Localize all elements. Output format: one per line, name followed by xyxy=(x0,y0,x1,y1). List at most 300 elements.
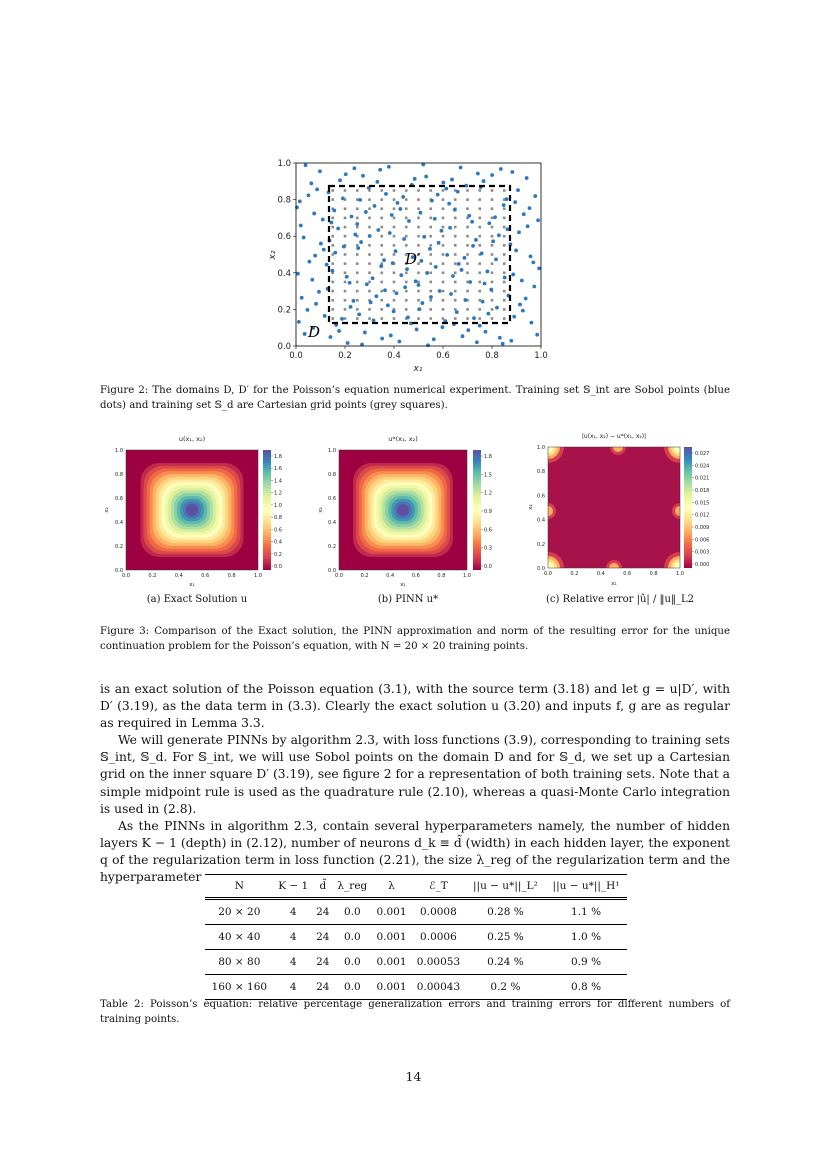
sobol-point xyxy=(513,200,517,204)
sobol-point xyxy=(380,337,384,341)
grid-point xyxy=(368,198,371,201)
sobol-point xyxy=(457,262,461,266)
grid-point xyxy=(405,281,408,284)
y-tick-label: 0.0 xyxy=(328,568,336,574)
sobol-point xyxy=(348,281,352,285)
sobol-point xyxy=(300,296,304,300)
sobol-point xyxy=(436,193,440,197)
grid-point xyxy=(344,226,347,229)
grid-point xyxy=(491,317,494,320)
sobol-point xyxy=(382,258,386,262)
grid-point xyxy=(429,308,432,311)
x-tick-label: 1.0 xyxy=(534,351,548,361)
sobol-point xyxy=(378,168,382,172)
panel-c-colorbar xyxy=(684,447,692,568)
sobol-point xyxy=(365,282,369,286)
sobol-point xyxy=(337,329,341,333)
sobol-point xyxy=(422,235,426,239)
sobol-point xyxy=(319,242,323,246)
sobol-point xyxy=(467,214,471,218)
sobol-point xyxy=(512,315,516,319)
grid-point xyxy=(356,262,359,265)
grid-point xyxy=(393,272,396,275)
grid-point xyxy=(454,198,457,201)
sobol-point xyxy=(426,343,430,347)
sobol-point xyxy=(418,307,422,311)
subcaption-b: (b) PINN u* xyxy=(377,594,439,605)
sobol-point xyxy=(415,328,419,332)
grid-point xyxy=(380,198,383,201)
y-tick-label: 1.0 xyxy=(115,448,123,454)
y-tick-label: 0.4 xyxy=(277,268,291,279)
grid-point xyxy=(380,281,383,284)
grid-point xyxy=(380,217,383,220)
grid-point xyxy=(393,317,396,320)
sobol-point xyxy=(383,288,387,292)
panel-b-title: u*(x₁, x₂) xyxy=(388,435,418,443)
grid-point xyxy=(405,198,408,201)
paragraph-3: As the PINNs in algorithm 2.3, contain several hyperparameters namely, the number of hidden layers K − 1 (depth) in (2.12), number of neurons d_k ≡ d̃ (width) in each hidden layer, the exponent q of the regularization term in loss function (2.21), the size λ_reg of the regularization term and the hyperparameter xyxy=(100,818,730,885)
table-row xyxy=(205,925,627,950)
colorbar-tick-label: 0.015 xyxy=(695,500,710,507)
sobol-point xyxy=(441,181,445,185)
col-header: λ_reg xyxy=(333,875,372,899)
sobol-point xyxy=(449,292,453,296)
paragraph-1: is an exact solution of the Poisson equation (3.1), with the source term (3.18) and let g = u|D′, with D′ (3.19), as the data term in (3.3). Clearly the exact solution u (3.20) and inputs f, g are as regular as required in Lemma 3.3. xyxy=(100,682,730,731)
grid-point xyxy=(442,299,445,302)
sobol-point xyxy=(440,229,444,233)
grid-point xyxy=(491,235,494,238)
grid-point xyxy=(380,226,383,229)
sobol-point xyxy=(511,273,515,277)
grid-point xyxy=(491,281,494,284)
fig2-x-label: x₁ xyxy=(413,364,423,374)
grid-point xyxy=(380,308,383,311)
panel-a-y-label: x₂ xyxy=(104,507,110,513)
sobol-point xyxy=(358,198,362,202)
table-cell: 0.0008 xyxy=(420,906,457,918)
grid-point xyxy=(466,272,469,275)
grid-point xyxy=(344,272,347,275)
sobol-point xyxy=(372,318,376,322)
table-cell: 160 × 160 xyxy=(211,981,268,993)
grid-point xyxy=(405,189,408,192)
grid-point xyxy=(393,299,396,302)
grid-point xyxy=(331,189,334,192)
sobol-point xyxy=(455,310,459,314)
x-tick-label: 0.2 xyxy=(360,573,369,579)
sobol-point xyxy=(520,279,524,283)
table-cell: 0.0006 xyxy=(420,931,457,943)
colorbar-tick-label: 1.5 xyxy=(484,472,492,479)
figure-3-caption: Figure 3: Comparison of the Exact solution, the PINN approximation and norm of the resulting error for the unique continuation problem for the Poisson’s equation, with N = 20 × 20 training points. xyxy=(100,626,730,652)
grid-point xyxy=(442,217,445,220)
sobol-point xyxy=(304,163,308,167)
col-header: ||u − u*||_L² xyxy=(466,875,545,899)
grid-point xyxy=(393,290,396,293)
table-cell: 0.0 xyxy=(343,956,361,968)
colorbar-tick-label: 0.027 xyxy=(695,451,710,457)
grid-point xyxy=(344,217,347,220)
sobol-point xyxy=(509,339,513,343)
y-tick-label: 0.2 xyxy=(328,544,336,550)
grid-point xyxy=(442,235,445,238)
sobol-point xyxy=(456,190,460,194)
grid-point xyxy=(405,235,408,238)
grid-point xyxy=(380,189,383,192)
grid-point xyxy=(393,189,396,192)
colorbar-tick-label: 0.3 xyxy=(484,545,492,552)
colorbar-tick-label: 0.009 xyxy=(695,525,710,531)
col-header: λ xyxy=(372,875,411,899)
grid-point xyxy=(454,217,457,220)
sobol-point xyxy=(525,176,529,180)
colorbar-tick-label: 0.6 xyxy=(274,527,282,534)
grid-point xyxy=(478,235,481,238)
grid-point xyxy=(331,198,334,201)
sobol-point xyxy=(310,278,314,282)
table-2-caption: Table 2: Poisson’s equation: relative percentage generalization errors and training errors for different numbers of training points. xyxy=(100,999,730,1025)
grid-point xyxy=(393,244,396,247)
sobol-point xyxy=(390,213,394,217)
x-tick-label: 0.6 xyxy=(411,573,420,579)
panel-c-colorbar-ticks xyxy=(692,451,709,568)
grid-point xyxy=(503,262,506,265)
table-cell: 80 × 80 xyxy=(218,956,261,968)
sobol-point xyxy=(475,340,479,344)
grid-point xyxy=(405,272,408,275)
sobol-point xyxy=(529,254,533,258)
panel-b-y-label: x₂ xyxy=(318,507,324,513)
grid-point xyxy=(429,253,432,256)
sobol-point xyxy=(533,194,537,198)
x-tick-label: 0.8 xyxy=(485,351,499,361)
grid-point xyxy=(442,253,445,256)
grid-point xyxy=(344,189,347,192)
grid-point xyxy=(380,235,383,238)
sobol-point xyxy=(499,167,503,171)
fig2-y-ticks xyxy=(277,159,296,352)
grid-point xyxy=(405,299,408,302)
grid-point xyxy=(503,290,506,293)
col-header: d̃ xyxy=(313,875,333,899)
grid-point xyxy=(356,299,359,302)
x-tick-label: 0.4 xyxy=(596,571,605,577)
grid-point xyxy=(429,217,432,220)
sobol-point xyxy=(464,184,468,188)
sobol-point xyxy=(486,312,490,316)
grid-point xyxy=(429,272,432,275)
grid-point xyxy=(478,281,481,284)
grid-point xyxy=(454,308,457,311)
grid-point xyxy=(478,217,481,220)
y-tick-label: 0.8 xyxy=(277,195,291,206)
y-tick-label: 0.8 xyxy=(115,472,123,478)
sobol-point xyxy=(429,295,433,299)
sobol-point xyxy=(298,200,302,204)
sobol-point xyxy=(468,280,472,284)
grid-point xyxy=(478,262,481,265)
sobol-point xyxy=(521,309,525,313)
grid-point xyxy=(466,198,469,201)
table-cell: 24 xyxy=(316,931,330,943)
sobol-point xyxy=(514,248,518,252)
sobol-point xyxy=(459,166,463,170)
sobol-point xyxy=(375,180,379,184)
contour-level xyxy=(186,504,198,516)
table-cell: 1.0 % xyxy=(571,931,602,943)
table-cell: 24 xyxy=(316,956,330,968)
grid-point xyxy=(442,290,445,293)
grid-point xyxy=(429,244,432,247)
grid-point xyxy=(331,244,334,247)
grid-point xyxy=(491,217,494,220)
colorbar-tick-label: 0.4 xyxy=(274,539,282,546)
sobol-point xyxy=(532,285,536,289)
sobol-point xyxy=(352,299,356,303)
sobol-point xyxy=(537,267,541,271)
sobol-point xyxy=(296,272,300,276)
sobol-point xyxy=(345,275,349,279)
sobol-point xyxy=(489,288,493,292)
grid-point xyxy=(417,244,420,247)
sobol-point xyxy=(417,283,421,287)
grid-point xyxy=(405,207,408,210)
grid-point xyxy=(368,272,371,275)
grid-point xyxy=(429,317,432,320)
colorbar-tick-label: 0.8 xyxy=(274,515,282,522)
x-tick-label: 0.4 xyxy=(174,573,183,579)
sobol-point xyxy=(433,217,437,221)
table-cell: 0.0 xyxy=(343,906,361,918)
sobol-point xyxy=(472,316,476,320)
x-tick-label: 1.0 xyxy=(676,571,684,577)
table-cell: 0.00053 xyxy=(416,956,461,968)
grid-point xyxy=(466,244,469,247)
sobol-point xyxy=(501,342,505,346)
grid-point xyxy=(491,299,494,302)
sobol-point xyxy=(307,260,311,264)
sobol-point xyxy=(315,187,319,191)
panel-c-x-label: x₁ xyxy=(611,581,617,587)
grid-point xyxy=(368,207,371,210)
sobol-point xyxy=(357,312,361,316)
sobol-point xyxy=(517,230,521,234)
table-row xyxy=(205,950,627,975)
table-cell: 24 xyxy=(316,906,330,918)
grid-point xyxy=(478,226,481,229)
grid-point xyxy=(442,317,445,320)
sobol-point xyxy=(299,224,303,228)
y-tick-label: 0.2 xyxy=(277,305,291,316)
sobol-point xyxy=(447,202,451,206)
grid-point xyxy=(503,244,506,247)
sobol-point xyxy=(387,165,391,169)
grid-point xyxy=(503,235,506,238)
grid-point xyxy=(344,235,347,238)
sobol-point xyxy=(306,308,310,312)
sobol-point xyxy=(361,174,365,178)
table-cell: 4 xyxy=(289,981,297,993)
grid-point xyxy=(405,226,408,229)
colorbar-tick-label: 0.000 xyxy=(695,562,710,568)
grid-point xyxy=(344,290,347,293)
sobol-point xyxy=(494,257,498,261)
grid-point xyxy=(491,253,494,256)
grid-point xyxy=(356,189,359,192)
sobol-point xyxy=(341,196,345,200)
sobol-point xyxy=(498,336,502,340)
grid-point xyxy=(454,235,457,238)
y-tick-label: 0.0 xyxy=(277,342,291,352)
grid-point xyxy=(503,189,506,192)
sobol-point xyxy=(434,265,438,269)
col-header: ℰ_T xyxy=(411,875,466,899)
y-tick-label: 1.0 xyxy=(328,448,336,454)
grid-point xyxy=(380,207,383,210)
panel-a-colorbar-ticks xyxy=(271,454,282,570)
sobol-point xyxy=(471,244,475,248)
grid-point xyxy=(393,253,396,256)
colorbar-tick-label: 1.2 xyxy=(274,490,282,497)
sobol-point xyxy=(470,220,474,224)
sobol-point xyxy=(396,201,400,205)
sobol-point xyxy=(359,240,363,244)
grid-point xyxy=(344,253,347,256)
sobol-point xyxy=(318,169,322,173)
colorbar-tick-label: 1.2 xyxy=(484,490,492,497)
grid-point xyxy=(393,281,396,284)
sobol-point xyxy=(401,195,405,199)
y-tick-label: 0.4 xyxy=(537,517,545,524)
grid-point xyxy=(417,217,420,220)
table-header-row xyxy=(205,875,627,899)
grid-point xyxy=(368,308,371,311)
figure-2-scatter xyxy=(255,155,555,375)
sobol-point xyxy=(502,203,506,207)
sobol-point xyxy=(530,321,534,325)
x-tick-label: 0.8 xyxy=(227,573,236,579)
contour-level xyxy=(397,504,409,516)
sobol-point xyxy=(438,289,442,293)
grid-point xyxy=(491,244,494,247)
sobol-point xyxy=(448,226,452,230)
sobol-point xyxy=(463,256,467,260)
grid-point xyxy=(478,272,481,275)
sobol-point xyxy=(480,251,484,255)
sobol-point xyxy=(313,254,317,258)
sobol-point xyxy=(486,270,490,274)
grid-point xyxy=(380,244,383,247)
panel-b-colorbar xyxy=(473,450,481,570)
table-cell: 0.001 xyxy=(376,981,407,993)
table-cell: 0.8 % xyxy=(571,981,602,993)
panel-c-y-label: x₂ xyxy=(528,504,534,510)
sobol-point xyxy=(352,166,356,170)
sobol-point xyxy=(484,330,488,334)
grid-point xyxy=(417,299,420,302)
sobol-point xyxy=(338,178,342,182)
sobol-point xyxy=(453,208,457,212)
grid-point xyxy=(503,217,506,220)
grid-point xyxy=(491,198,494,201)
grid-point xyxy=(393,235,396,238)
x-tick-label: 0.0 xyxy=(544,571,552,577)
sobol-point xyxy=(340,317,344,321)
sobol-point xyxy=(516,188,520,192)
grid-point xyxy=(466,262,469,265)
grid-point xyxy=(478,244,481,247)
grid-point xyxy=(503,299,506,302)
table-row xyxy=(205,899,627,925)
sobol-point xyxy=(482,179,486,183)
grid-point xyxy=(417,317,420,320)
grid-point xyxy=(344,299,347,302)
grid-point xyxy=(356,272,359,275)
colorbar-tick-label: 0.003 xyxy=(695,549,710,556)
table-cell: 0.001 xyxy=(376,931,407,943)
sobol-point xyxy=(297,320,301,324)
subcaption-a: (a) Exact Solution u xyxy=(146,594,248,605)
sobol-point xyxy=(355,222,359,226)
sobol-point xyxy=(397,340,401,344)
sobol-point xyxy=(425,271,429,275)
sobol-point xyxy=(336,227,340,231)
grid-point xyxy=(429,189,432,192)
table-cell: 0.28 % xyxy=(487,906,524,918)
grid-point xyxy=(454,299,457,302)
grid-point xyxy=(380,272,383,275)
grid-point xyxy=(356,308,359,311)
x-tick-label: 0.4 xyxy=(387,351,401,361)
colorbar-tick-label: 0.2 xyxy=(274,551,282,558)
grid-point xyxy=(442,308,445,311)
sobol-point xyxy=(430,199,434,203)
grid-point xyxy=(442,198,445,201)
panel-a-title: u(x₁, x₂) xyxy=(178,435,206,443)
grid-point xyxy=(405,308,408,311)
table-cell: 24 xyxy=(316,981,330,993)
grid-point xyxy=(368,217,371,220)
sobol-point xyxy=(432,337,436,341)
sobol-point xyxy=(536,218,540,222)
grid-point xyxy=(368,262,371,265)
sobol-point xyxy=(312,212,316,216)
y-tick-label: 0.6 xyxy=(277,232,291,243)
figure-2-caption: Figure 2: The domains D, D′ for the Poisson’s equation numerical experiment. Training set 𝕊_int are Sobol points (blue dots) and training set 𝕊_d are Cartesian grid points (grey squares). xyxy=(100,385,730,411)
grid-point xyxy=(429,299,432,302)
sobol-point xyxy=(374,294,378,298)
grid-point xyxy=(380,317,383,320)
grid-point xyxy=(466,308,469,311)
grid-point xyxy=(344,207,347,210)
grid-point xyxy=(491,189,494,192)
grid-point xyxy=(466,189,469,192)
fig2-outer-label: D xyxy=(308,323,321,341)
sobol-point xyxy=(325,263,329,267)
sobol-point xyxy=(466,328,470,332)
sobol-point xyxy=(346,341,350,345)
fig2-y-label: x₂ xyxy=(268,250,278,260)
sobol-point xyxy=(333,251,337,255)
x-tick-label: 0.0 xyxy=(122,573,130,579)
colorbar-tick-label: 0.018 xyxy=(695,488,710,494)
grid-point xyxy=(442,226,445,229)
y-tick-label: 0.8 xyxy=(537,469,545,476)
grid-point xyxy=(454,226,457,229)
grid-point xyxy=(331,317,334,320)
table-cell: 20 × 20 xyxy=(218,906,261,918)
